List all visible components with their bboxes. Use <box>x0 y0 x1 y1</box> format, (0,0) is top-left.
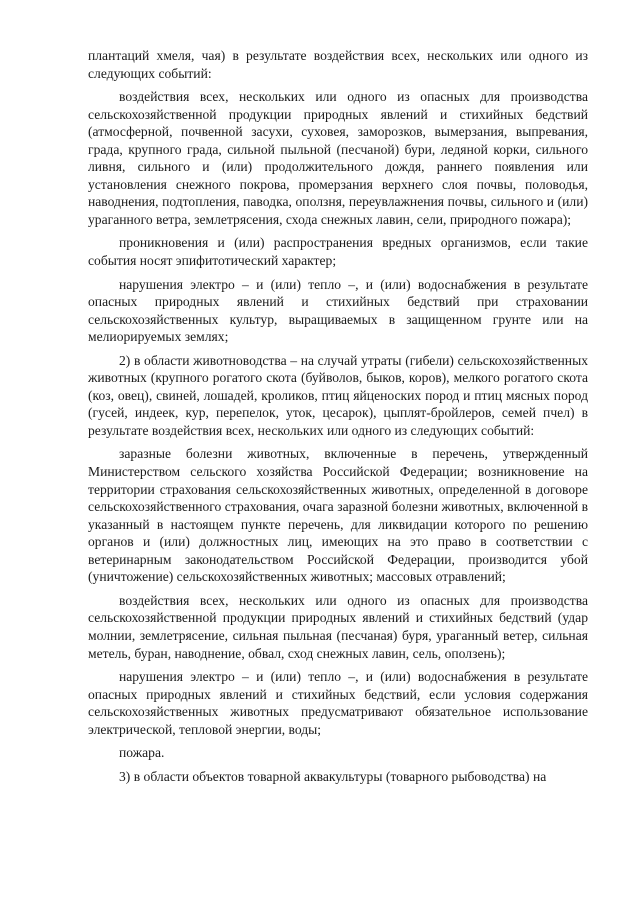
paragraph: воздействия всех, нескольких или одного из опасных для производства сельскохозяйственной продукции природных явлений и стихийных бедствий (удар молнии, землетрясение, сильная пыльная (песчаная) буря, ураганный ветер, сильная метель, буран, наводнение, обвал, сход снежных лавин, сель, оползень); <box>88 592 588 661</box>
paragraph: нарушения электро – и (или) тепло –, и (или) водоснабжения в результате опасных природных явлений и стихийных бедствий, если условия содержания сельскохозяйственных животных предусматривают обязательное использование электрической, тепловой энергии, воды; <box>88 669 588 737</box>
paragraph: проникновения и (или) распространения вредных организмов, если такие события носят эпифитотический характер; <box>88 235 588 269</box>
document-page <box>88 47 588 785</box>
paragraph: пожара. <box>119 745 165 761</box>
paragraph: нарушения электро – и (или) тепло –, и (или) водоснабжения в результате опасных природных явлений и стихийных бедствий при страховании сельскохозяйственных культур, выращиваемых в защищенном грунте или на мелиорируемых землях; <box>88 276 588 345</box>
paragraph: 3) в области объектов товарной аквакультуры (товарного рыбоводства) на <box>119 768 547 784</box>
paragraph: 2) в области животноводства – на случай утраты (гибели) сельскохозяйственных животных (крупного рогатого скота (буйволов, быков, коров), мелкого рогатого скота (коз, овец), свиней, лошадей, кроликов, птиц яйценоских пород и птиц мясных пород (гусей, индеек, кур, перепелок, уток, цесарок), цыплят-бройлеров, семей пчел) в результате воздействия всех, нескольких или одного из следующих событий: <box>88 352 588 438</box>
paragraph: заразные болезни животных, включенные в перечень, утвержденный Министерством сельского хозяйства Российской Федерации; возникновение на территории страхования сельскохозяйственных животных, определенной в договоре сельскохозяйственного страхования, очага заразной болезни животных, включенной в указанный в настоящем пункте перечень, для ликвидации которого по решению органов и (или) должностных лиц, имеющих на это право в соответствии с ветеринарным законодательством Российской Федерации, производится убой (уничтожение) сельскохозяйственных животных; массовых отравлений; <box>88 446 588 585</box>
paragraph: воздействия всех, нескольких или одного из опасных для производства сельскохозяйственной продукции природных явлений и стихийных бедствий (атмосферной, почвенной засухи, суховея, заморозков, вымерзания, выпревания, града, крупного града, сильной пыльной (песчаной) бури, ледяной корки, сильного ливня, сильного и (или) продолжительного дождя, раннего появления или установления снежного покрова, промерзания верхнего слоя почвы, половодья, наводнения, подтопления, паводка, оползня, переувлажнения почвы, сильного и (или) ураганного ветра, землетрясения, схода снежных лавин, сели, природного пожара); <box>88 89 588 227</box>
paragraph: плантаций хмеля, чая) в результате воздействия всех, нескольких или одного из следующих событий: <box>88 48 588 81</box>
